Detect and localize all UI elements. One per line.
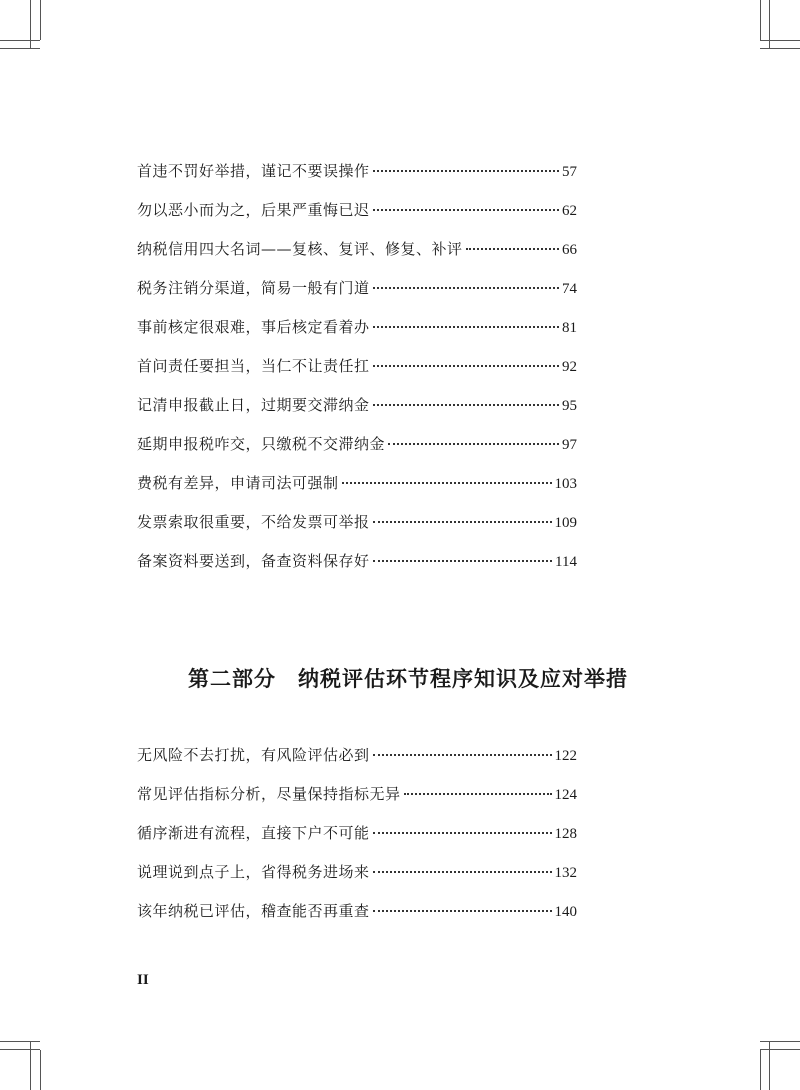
- toc-leader-dots: [373, 521, 552, 523]
- toc-entry[interactable]: [137, 277, 577, 316]
- toc-entry-title: 该年纳税已评估，稽查能否再重查: [137, 902, 370, 920]
- crop-mark: [760, 1041, 800, 1042]
- toc-leader-dots: [373, 170, 559, 172]
- toc-entry-page: 103: [554, 476, 577, 492]
- toc-leader-dots: [404, 793, 552, 795]
- toc-entry-page: 62: [562, 203, 577, 219]
- toc-entry-title: 常见评估指标分析，尽量保持指标无异: [137, 785, 401, 803]
- page-folio: II: [137, 972, 149, 988]
- crop-mark: [760, 0, 761, 40]
- toc-leader-dots: [342, 482, 552, 484]
- toc-entry-title: 延期申报税咋交，只缴税不交滞纳金: [137, 435, 386, 453]
- toc-leader-dots: [373, 871, 552, 873]
- toc-entry-title: 税务注销分渠道，简易一般有门道: [137, 279, 370, 297]
- toc-entry[interactable]: [137, 199, 577, 238]
- toc-entry-page: 122: [554, 748, 577, 764]
- toc-entry-page: 92: [562, 359, 577, 375]
- toc-entry-page: 114: [555, 554, 577, 570]
- toc-entry[interactable]: [137, 511, 577, 550]
- toc-leader-dots: [373, 209, 559, 211]
- toc-leader-dots: [373, 365, 559, 367]
- toc-entry[interactable]: [137, 394, 577, 433]
- toc-entry-page: 95: [562, 398, 577, 414]
- toc-entry-page: 132: [554, 865, 577, 881]
- toc-entry[interactable]: [137, 861, 577, 900]
- crop-mark: [760, 40, 800, 41]
- toc-entry-title: 费税有差异，申请司法可强制: [137, 474, 339, 492]
- toc-entry[interactable]: [137, 355, 577, 394]
- toc-entry[interactable]: [137, 316, 577, 355]
- toc-entry-title: 勿以恶小而为之，后果严重悔已迟: [137, 201, 370, 219]
- toc-leader-dots: [373, 287, 559, 289]
- toc-entry-title: 首问责任要担当，当仁不让责任扛: [137, 357, 370, 375]
- toc-list-part1: [137, 160, 577, 589]
- toc-entry-page: 128: [554, 826, 577, 842]
- crop-mark: [0, 48, 40, 49]
- crop-mark: [30, 0, 31, 48]
- part-heading: 第二部分 纳税评估环节程序知识及应对举措: [188, 667, 628, 691]
- crop-mark: [0, 1041, 40, 1042]
- toc-entry-title: 事前核定很艰难，事后核定看着办: [137, 318, 370, 336]
- toc-entry-page: 97: [562, 437, 577, 453]
- toc-leader-dots: [373, 910, 552, 912]
- toc-leader-dots: [466, 248, 559, 250]
- crop-mark: [0, 40, 40, 41]
- toc-entry[interactable]: [137, 783, 577, 822]
- crop-mark: [760, 1049, 800, 1050]
- toc-entry-page: 57: [562, 164, 577, 180]
- toc-entry-title: 说理说到点子上，省得税务进场来: [137, 863, 370, 881]
- toc-entry[interactable]: [137, 238, 577, 277]
- toc-entry-title: 发票索取很重要，不给发票可举报: [137, 513, 370, 531]
- toc-leader-dots: [373, 560, 553, 562]
- crop-mark: [760, 48, 800, 49]
- toc-entry-title: 无风险不去打扰，有风险评估必到: [137, 746, 370, 764]
- toc-entry-page: 74: [562, 281, 577, 297]
- toc-entry[interactable]: [137, 900, 577, 939]
- toc-list-part2: [137, 744, 577, 939]
- toc-leader-dots: [373, 404, 559, 406]
- crop-mark: [769, 0, 770, 48]
- toc-leader-dots: [373, 326, 559, 328]
- toc-entry[interactable]: [137, 550, 577, 589]
- toc-entry[interactable]: [137, 744, 577, 783]
- toc-entry-page: 140: [554, 904, 577, 920]
- crop-mark: [769, 1042, 770, 1090]
- crop-mark: [0, 1049, 40, 1050]
- crop-mark: [40, 1050, 41, 1090]
- toc-entry-title: 首违不罚好举措，谨记不要误操作: [137, 162, 370, 180]
- toc-entry[interactable]: [137, 433, 577, 472]
- toc-entry-title: 备案资料要送到，备查资料保存好: [137, 552, 370, 570]
- toc-leader-dots: [373, 754, 552, 756]
- crop-mark: [760, 1050, 761, 1090]
- toc-entry[interactable]: [137, 822, 577, 861]
- crop-mark: [30, 1042, 31, 1090]
- toc-entry-title: 循序渐进有流程，直接下户不可能: [137, 824, 370, 842]
- toc-entry-page: 81: [562, 320, 577, 336]
- toc-entry[interactable]: [137, 160, 577, 199]
- toc-leader-dots: [373, 832, 552, 834]
- toc-entry-page: 109: [554, 515, 577, 531]
- crop-mark: [40, 0, 41, 40]
- toc-entry-page: 66: [562, 242, 577, 258]
- toc-entry-page: 124: [554, 787, 577, 803]
- toc-entry[interactable]: [137, 472, 577, 511]
- toc-entry-title: 纳税信用四大名词——复核、复评、修复、补评: [137, 240, 463, 258]
- toc-entry-title: 记清申报截止日，过期要交滞纳金: [137, 396, 370, 414]
- toc-leader-dots: [388, 443, 559, 445]
